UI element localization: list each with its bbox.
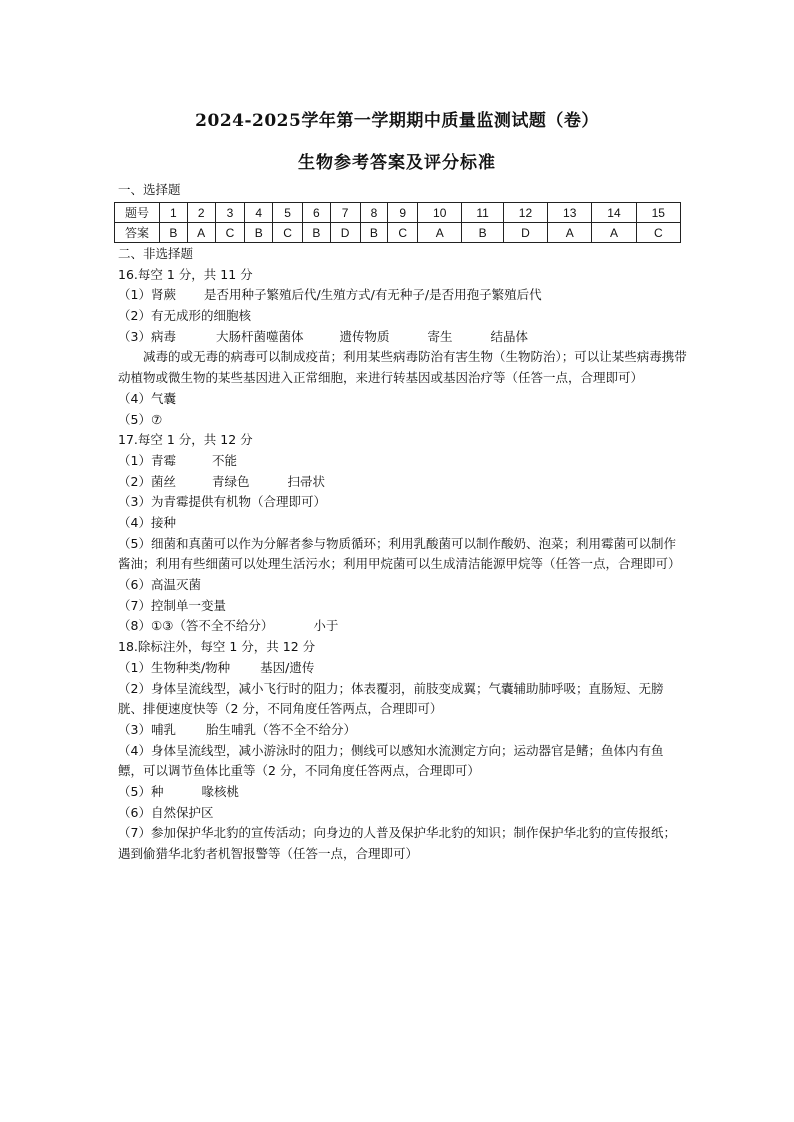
q18-answer-4: （4）身体呈流线型，减小游泳时的阻力；侧线可以感知水流测定方向；运动器官是鳍；鱼体内有鱼鳔，可以调节鱼体比重等（2 分，不同角度任答两点，合理即可）: [118, 742, 664, 779]
table-row-label: 题号: [115, 203, 160, 223]
q18-answer-1: [118, 658, 688, 679]
table-cell: 11: [462, 203, 504, 223]
answer-text: （5）种: [118, 784, 164, 799]
table-cell: B: [462, 223, 504, 243]
table-row-answers: [115, 223, 681, 243]
answer-text: 胎生哺乳（答不全不给分）: [205, 721, 356, 737]
q17-answer-8: [118, 616, 688, 637]
answer-text: （1）肾蕨: [118, 287, 176, 303]
table-cell: D: [330, 223, 360, 243]
q17-answer-5: （5）细菌和真菌可以作为分解者参与物质循环；利用乳酸菌可以制作酸奶、泡菜；利用霉菌可以制作酱油；利用有些细菌可以处理生活污水；利用甲烷菌可以生成清洁能源甲烷等（任答一点，合理即可）: [118, 535, 681, 572]
q18-answer-2: （2）身体呈流线型，减小飞行时的阻力；体表覆羽，前肢变成翼；气囊辅助肺呼吸；直肠短、无膀胱、排便速度快等（2 分，不同角度任答两点，合理即可）: [118, 680, 664, 717]
table-cell: D: [503, 223, 547, 243]
table-cell: 9: [388, 203, 418, 223]
q16-answer-1: [118, 285, 688, 306]
table-cell: 4: [245, 203, 273, 223]
table-row-numbers: [115, 203, 681, 223]
table-cell: A: [187, 223, 215, 243]
q18-answer-7: （7）参加保护华北豹的宣传活动；向身边的人普及保护华北豹的知识；制作保护华北豹的宣传报纸；遇到偷猎华北豹者机智报警等（任答一点，合理即可）: [118, 825, 676, 862]
q16-answer-2: （2）有无成形的细胞核: [118, 308, 251, 324]
table-cell: 14: [592, 203, 636, 223]
q16-heading: 16.每空 1 分，共 11 分: [118, 266, 253, 282]
answer-text: 遗传物质: [339, 328, 390, 344]
table-cell: 1: [160, 203, 188, 223]
q17-answer-4: （4）接种: [118, 514, 176, 530]
answer-text: 寄生: [427, 328, 453, 344]
q17-answer-6: （6）高温灭菌: [118, 577, 201, 593]
q16-answer-3: [118, 327, 688, 348]
answer-text: （3）哺乳: [118, 721, 176, 737]
table-cell: A: [592, 223, 636, 243]
q17-answer-7: （7）控制单一变量: [118, 597, 226, 613]
table-cell: 2: [187, 203, 215, 223]
table-cell: B: [302, 223, 330, 243]
table-cell: 8: [360, 203, 388, 223]
document-title: 2024-2025学年第一学期期中质量监测试题（卷）: [195, 111, 599, 131]
answer-body: [118, 244, 688, 865]
table-cell: 12: [503, 203, 547, 223]
section-heading-nonchoice: 二、非选择题: [118, 246, 194, 261]
answer-text: 青绿色: [211, 473, 250, 489]
answer-text: 不能: [211, 452, 237, 468]
table-cell: C: [388, 223, 418, 243]
table-cell: 7: [330, 203, 360, 223]
table-cell: A: [548, 223, 592, 243]
q18-answer-3: [118, 720, 688, 741]
table-cell: C: [273, 223, 303, 243]
answer-text: 扫帚状: [287, 473, 325, 489]
answer-text: 是否用种子繁殖后代/生殖方式/有无种子/是否用孢子繁殖后代: [203, 287, 542, 303]
answer-text: （8）①③（答不全不给分）: [118, 618, 274, 634]
table-cell: B: [245, 223, 273, 243]
table-cell: C: [636, 223, 680, 243]
q16-paragraph: 减毒的或无毒的病毒可以制成疫苗；利用某些病毒防治有害生物（生物防治）；可以让某些病毒携带动植物或微生物的某些基因进入正常细胞，来进行转基因或基因治疗等（任答一点，合理即可）: [118, 349, 687, 386]
q18-heading: 18.除标注外，每空 1 分，共 12 分: [118, 639, 316, 655]
document-subtitle: 生物参考答案及评分标准: [298, 153, 496, 173]
q17-heading: 17.每空 1 分，共 12 分: [118, 432, 253, 448]
q18-answer-6: （6）自然保护区: [118, 804, 214, 820]
answer-text: 基因/遗传: [260, 659, 315, 675]
q17-answer-1: [118, 451, 688, 472]
table-cell: 6: [302, 203, 330, 223]
q18-answer-5: [118, 782, 688, 803]
table-cell: 15: [636, 203, 680, 223]
q16-answer-5: （5）⑦: [118, 411, 163, 427]
table-cell: 5: [273, 203, 303, 223]
table-cell: C: [215, 223, 245, 243]
answer-text: 喙核桃: [201, 784, 239, 799]
answer-text: 结晶体: [490, 328, 529, 344]
table-cell: B: [160, 223, 188, 243]
table-cell: A: [418, 223, 462, 243]
section-heading-choice: 一、选择题: [118, 182, 181, 197]
table-row-label: 答案: [115, 223, 160, 243]
table-cell: 3: [215, 203, 245, 223]
answer-text: （3）病毒: [118, 328, 176, 344]
answer-text: 小于: [313, 618, 339, 634]
answer-text: 大肠杆菌噬菌体: [215, 328, 304, 344]
q17-answer-2: [118, 472, 688, 493]
table-cell: 10: [418, 203, 462, 223]
answer-text: （2）菌丝: [118, 473, 176, 489]
answer-table: [114, 202, 681, 243]
answer-text: （1）生物种类/物种: [118, 659, 231, 675]
table-cell: B: [360, 223, 388, 243]
q16-answer-4: （4）气囊: [118, 390, 176, 406]
q17-answer-3: （3）为青霉提供有机物（合理即可）: [118, 494, 326, 510]
table-cell: 13: [548, 203, 592, 223]
answer-text: （1）青霉: [118, 452, 176, 468]
